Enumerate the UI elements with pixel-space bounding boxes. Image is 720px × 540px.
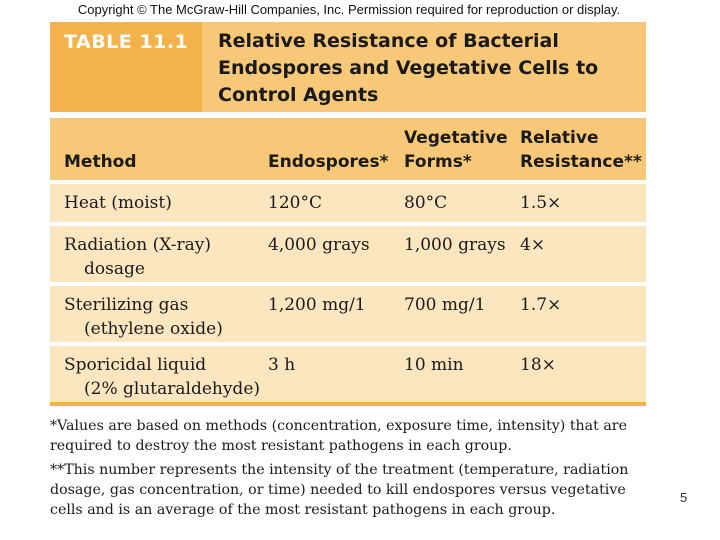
resistance-cell: 4×	[520, 235, 546, 255]
column-header-endospores: Endospores*	[268, 152, 389, 172]
table-row	[50, 346, 646, 402]
resistance-table	[50, 22, 646, 406]
table-title	[218, 28, 638, 109]
column-header-method: Method	[64, 152, 137, 172]
endospores-cell: 1,200 mg/1	[268, 295, 366, 315]
footnote: *Values are based on methods (concentration, exposure time, intensity) that are required to destroy the most resistant pathogens in each group.	[50, 418, 627, 454]
vegetative-cell: 1,000 grays	[404, 235, 506, 255]
method-cell	[64, 191, 264, 215]
table-title-line: Relative Resistance of Bacterial	[218, 30, 559, 52]
method-line: Sporicidal liquid	[64, 355, 207, 375]
table-row	[50, 184, 646, 222]
endospores-cell: 4,000 grays	[268, 235, 370, 255]
table-footnotes	[50, 416, 650, 524]
copyright-notice: Copyright © The McGraw-Hill Companies, Inc. Permission required for reproduction or display.	[77, 2, 621, 17]
endospores-cell: 3 h	[268, 355, 296, 375]
method-cell	[64, 353, 264, 401]
method-line: dosage	[84, 259, 145, 279]
method-line: (2% glutaraldehyde)	[84, 379, 261, 399]
column-header-vegetative	[404, 126, 516, 174]
resistance-cell: 18×	[520, 355, 556, 375]
vegetative-cell: 700 mg/1	[404, 295, 486, 315]
table-row	[50, 286, 646, 342]
method-line: (ethylene oxide)	[84, 319, 223, 339]
vegetative-cell: 10 min	[404, 355, 464, 375]
page-number: 5	[680, 490, 688, 505]
vegetative-cell: 80°C	[404, 193, 448, 213]
method-cell	[64, 293, 264, 341]
table-header-row	[50, 118, 646, 180]
method-line: Heat (moist)	[64, 193, 172, 213]
method-cell	[64, 233, 264, 281]
column-header-line: Vegetative	[404, 128, 508, 148]
method-line: Radiation (X-ray)	[64, 235, 212, 255]
column-header-resistance	[520, 126, 642, 174]
endospores-cell: 120°C	[268, 193, 322, 213]
table-number-label: TABLE 11.1	[50, 22, 202, 112]
table-title-band	[50, 22, 646, 112]
column-header-line: Relative	[520, 128, 599, 148]
table-title-line: Control Agents	[218, 84, 379, 106]
column-header-line: Resistance**	[520, 152, 642, 172]
footnote: **This number represents the intensity of the treatment (temperature, radiation dosage, gas concentration, or time) needed to kill endospores versus vegetative cells and is an average of the most resistant pathogens in each group.	[50, 462, 629, 518]
resistance-cell: 1.7×	[520, 295, 562, 315]
method-line: Sterilizing gas	[64, 295, 189, 315]
resistance-cell: 1.5×	[520, 193, 562, 213]
table-row	[50, 226, 646, 282]
table-title-line: Endospores and Vegetative Cells to	[218, 57, 599, 79]
table-bottom-rule	[50, 402, 646, 406]
column-header-line: Forms*	[404, 152, 472, 172]
